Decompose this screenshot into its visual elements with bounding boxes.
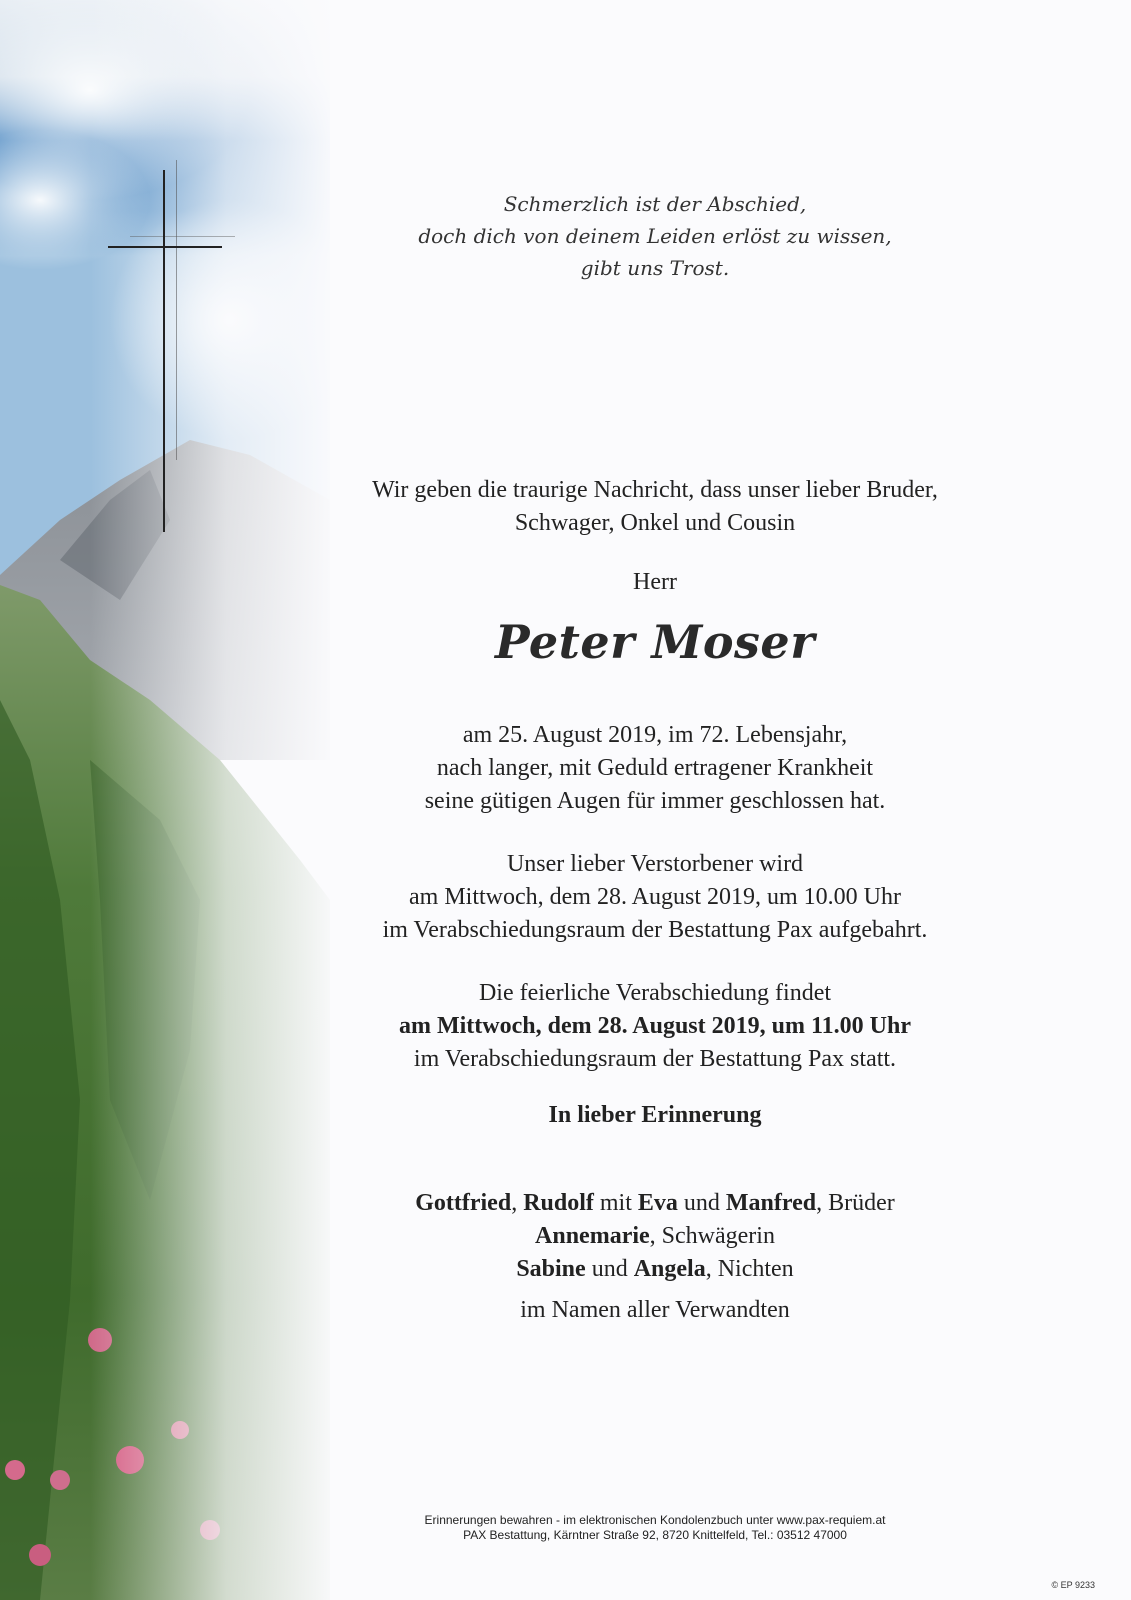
cross-shadow: [176, 160, 177, 460]
separator: mit: [593, 1190, 638, 1216]
mourner-name: Gottfried: [415, 1190, 512, 1216]
separator: ,: [511, 1190, 524, 1216]
laying-line: am Mittwoch, dem 28. August 2019, um 10.00 Uhr: [409, 884, 901, 910]
verse-line: gibt uns Trost.: [580, 256, 730, 280]
mourner-name: Rudolf: [523, 1190, 594, 1216]
intro-line: Wir geben die traurige Nachricht, dass unser lieber Bruder,: [372, 477, 938, 503]
salutation: Herr: [633, 569, 677, 595]
verse-line: Schmerzlich ist der Abschied,: [503, 192, 807, 216]
on-behalf: im Namen aller Verwandten: [520, 1297, 790, 1323]
footer-line: Erinnerungen bewahren - im elektronischen Kondolenzbuch unter www.pax-requiem.at: [424, 1513, 886, 1527]
mourner-name: Sabine: [516, 1256, 586, 1282]
family-row-sister-in-law: [330, 1220, 980, 1253]
death-notice: [330, 719, 980, 818]
memory-text: In lieber Erinnerung: [548, 1102, 762, 1128]
deceased-name: Peter Moser: [495, 615, 815, 669]
document-code: © EP 9233: [1051, 1580, 1095, 1590]
cross-shadow-bar: [130, 236, 235, 237]
farewell-line-bold: [330, 1010, 980, 1043]
death-line: am 25. August 2019, im 72. Lebensjahr,: [462, 722, 848, 748]
mourner-name: Annemarie: [535, 1223, 650, 1249]
intro-line: Schwager, Onkel und Cousin: [514, 510, 796, 536]
verse-line: doch dich von deinem Leiden erlöst zu wissen,: [418, 224, 892, 248]
cross-icon: [163, 170, 165, 532]
memory-heading: [330, 1099, 980, 1132]
footer: [330, 1513, 980, 1543]
separator: und: [585, 1256, 634, 1282]
laying-line: Unser lieber Verstorbener wird: [506, 851, 804, 877]
farewell-date: am Mittwoch, dem 28. August 2019, um 11.00 Uhr: [398, 1013, 911, 1039]
laying-out-notice: [330, 848, 980, 947]
separator: und: [677, 1190, 726, 1216]
farewell-line: im Verabschiedungsraum der Bestattung Pax statt.: [413, 1046, 897, 1072]
family-row-nieces: [330, 1253, 980, 1286]
footer-line: PAX Bestattung, Kärntner Straße 92, 8720 Knittelfeld, Tel.: 03512 47000: [463, 1528, 847, 1542]
farewell-notice: [330, 977, 980, 1076]
relation: , Schwägerin: [649, 1223, 775, 1249]
announcement-intro: [330, 474, 980, 540]
mourner-name: Angela: [633, 1256, 706, 1282]
family-list: [330, 1187, 980, 1286]
laying-line: im Verabschiedungsraum der Bestattung Pax aufgebahrt.: [382, 917, 928, 943]
relation: , Brüder: [816, 1190, 895, 1216]
death-line: seine gütigen Augen für immer geschlossen hat.: [424, 788, 886, 814]
farewell-line: Die feierliche Verabschiedung findet: [478, 980, 832, 1006]
family-row-brothers: [330, 1187, 980, 1220]
verse: [330, 188, 980, 284]
cross-bar: [108, 246, 222, 248]
mourner-name: Eva: [637, 1190, 678, 1216]
relation: , Nichten: [705, 1256, 794, 1282]
death-line: nach langer, mit Geduld ertragener Krankheit: [436, 755, 874, 781]
mourner-name: Manfred: [725, 1190, 817, 1216]
